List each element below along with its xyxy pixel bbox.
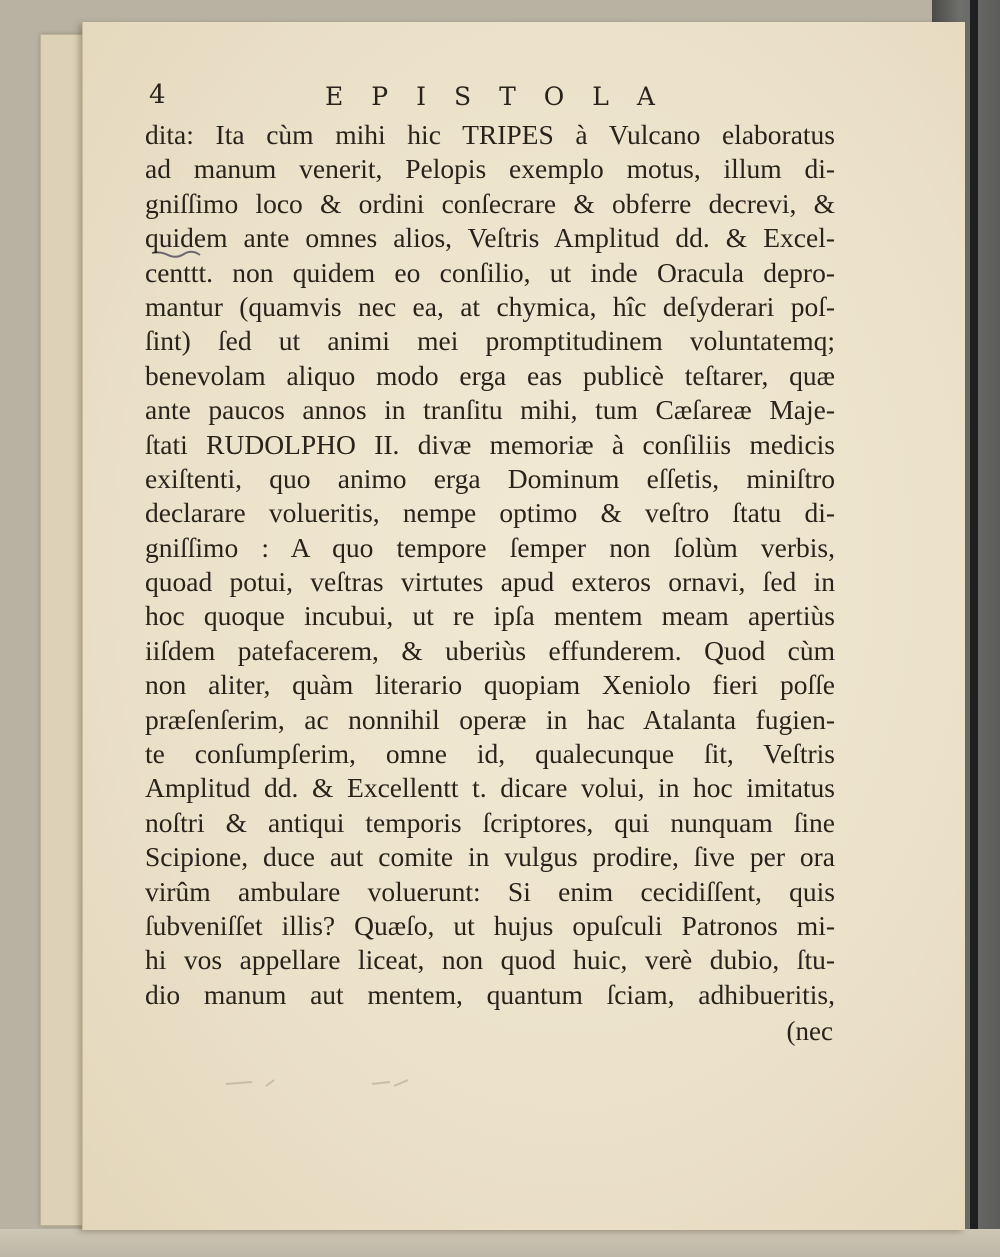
page-text-block <box>145 76 835 1047</box>
text-line: exiſtenti, quo animo erga Dominum eſſetis, miniſtro <box>145 462 835 494</box>
body-text <box>145 118 835 1012</box>
text-line: ante paucos annos in tranſitu mihi, tum Cæſareæ Maje- <box>145 394 835 426</box>
offset-ink-smudge <box>222 1074 432 1092</box>
text-line: te conſumpſerim, omne id, qualecunque ſit, Veſtris <box>145 738 835 770</box>
text-line: ſubveniſſet illis? Quæſo, ut hujus opuſculi Patronos mi- <box>145 909 835 941</box>
text-line: noſtri & antiqui temporis ſcriptores, qui nunquam ſine <box>145 806 835 838</box>
text-line: dita: Ita cùm mihi hic TRIPES à Vulcano elaboratus <box>145 119 835 150</box>
text-line: præſenſerim, ac nonnihil operæ in hac Atalanta fugien- <box>145 703 835 735</box>
catchword: (nec <box>786 1016 833 1047</box>
text-line: non aliter, quàm literario quopiam Xeniolo fieri poſſe <box>145 669 835 701</box>
text-line: ſtati RUDOLPHO II. divæ memoriæ à conſiliis medicis <box>145 428 835 460</box>
text-line: gniſſimo : A quo tempore ſemper non ſolùm verbis, <box>145 531 835 563</box>
text-line: mantur (quamvis nec ea, at chymica, hîc deſyderari poſ- <box>145 290 835 322</box>
text-line: ad manum venerit, Pelopis exemplo motus, illum di- <box>145 153 835 185</box>
text-line: quoad potui, veſtras virtutes apud exteros ornavi, ſed in <box>145 566 835 598</box>
text-line: ſint) ſed ut animi mei promptitudinem voluntatemq; <box>145 325 835 357</box>
table-surface <box>0 1229 1000 1257</box>
page-number: 4 <box>149 80 166 110</box>
text-line: iiſdem patefacerem, & uberiùs effunderem. Quod cùm <box>145 634 835 666</box>
text-line: hi vos appellare liceat, non quod huic, verè dubio, ſtu- <box>145 944 835 976</box>
text-line: gniſſimo loco & ordini conſecrare & obferre decrevi, & <box>145 187 835 219</box>
text-line: hoc quoque incubui, ut re ipſa mentem meam apertiùs <box>145 600 835 632</box>
text-line: Amplitud dd. & Excellentt t. dicare volui, in hoc imitatus <box>145 772 835 804</box>
running-head: EPISTOLA <box>325 82 683 111</box>
text-line: virûm ambulare voluerunt: Si enim cecidiſſent, quis <box>145 875 835 907</box>
text-line: quidem ante omnes alios, Veſtris Amplitud dd. & Excel- <box>145 222 835 254</box>
text-line: Scipione, duce aut comite in vulgus prodire, ſive per ora <box>145 841 835 873</box>
text-line: dio manum aut mentem, quantum ſciam, adhibueritis, <box>145 978 835 1010</box>
text-line: declarare volueritis, nempe optimo & veſtro ſtatu di- <box>145 497 835 529</box>
binding-spine <box>970 0 978 1257</box>
page-header <box>145 76 835 116</box>
text-line: benevolam aliquo modo erga eas publicè teſtarer, quæ <box>145 359 835 391</box>
text-line: centtt. non quidem eo conſilio, ut inde Oracula depro- <box>145 256 835 288</box>
